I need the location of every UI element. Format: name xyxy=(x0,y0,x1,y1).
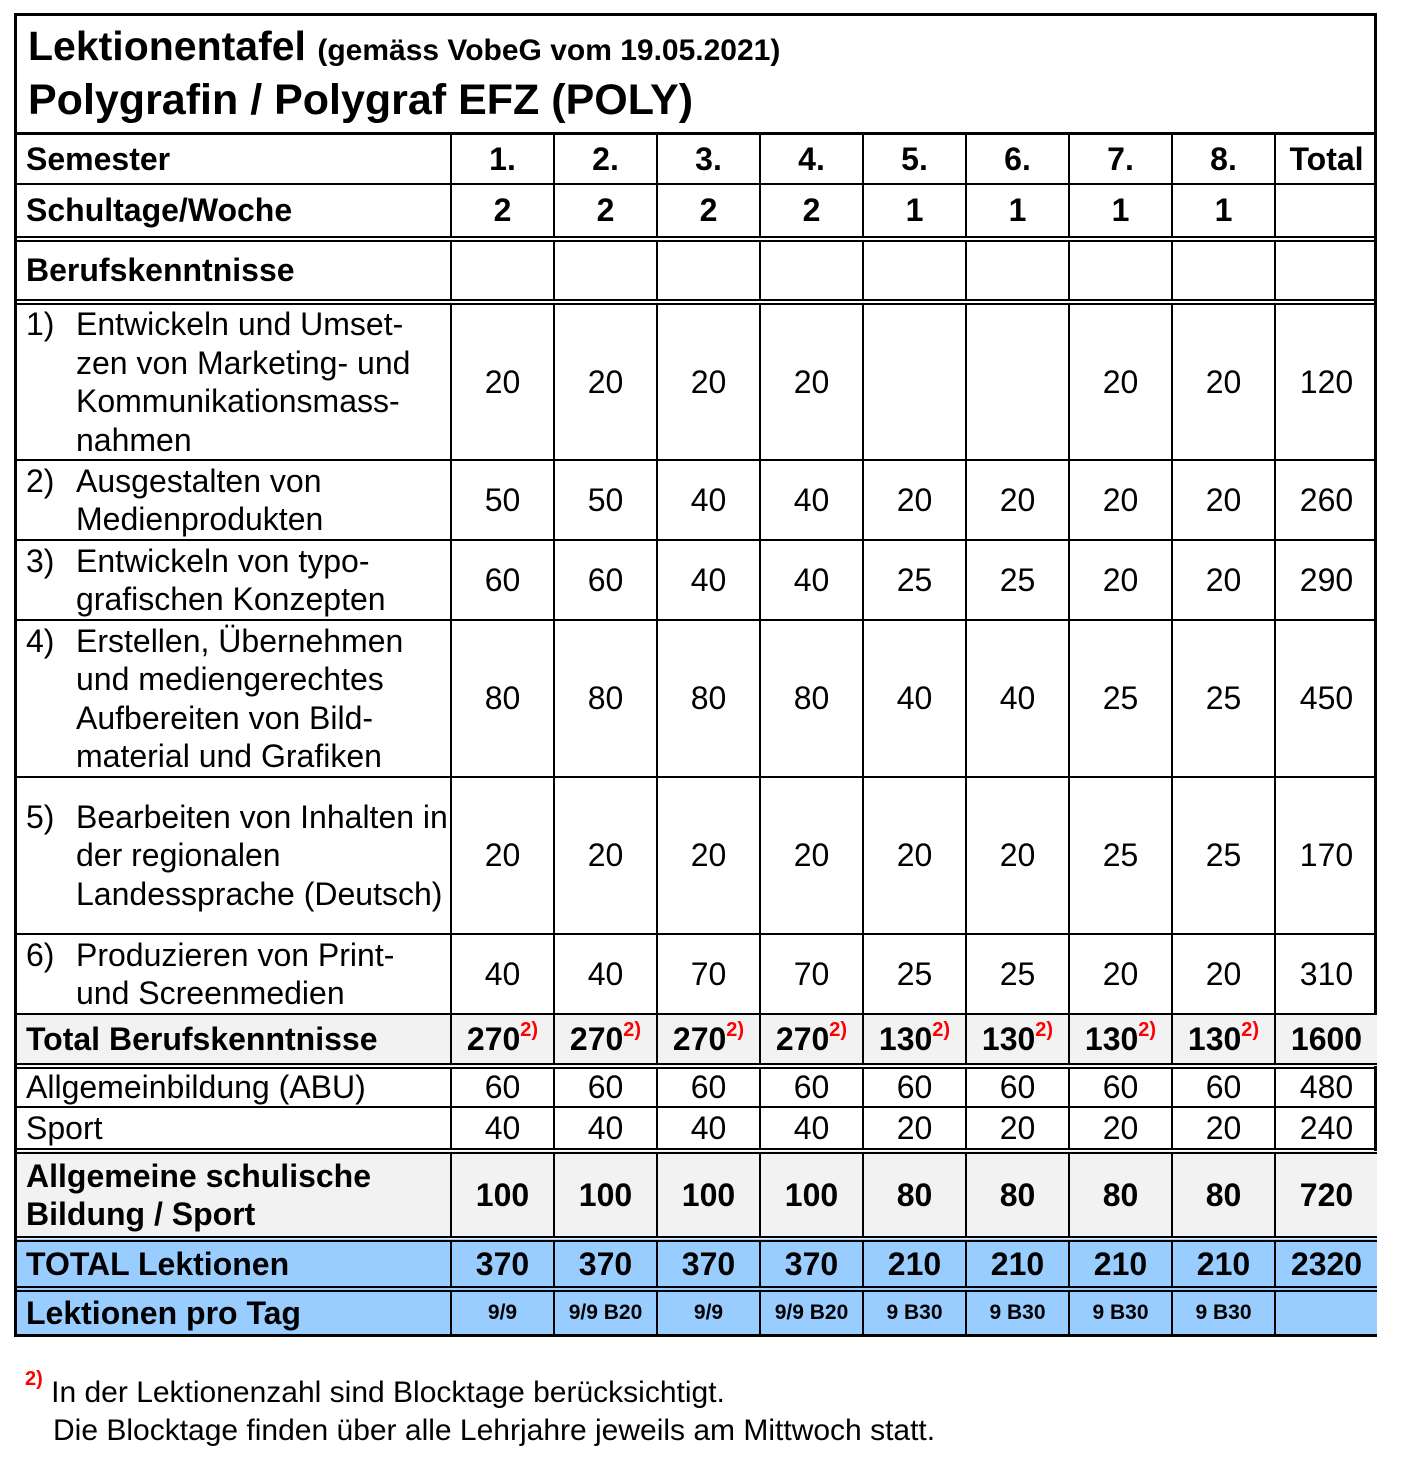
subject-value: 40 xyxy=(657,540,760,620)
subject-total: 120 xyxy=(1275,302,1377,460)
subject-value: 25 xyxy=(1069,777,1172,934)
subject-item xyxy=(26,936,450,1013)
footnote-reference: 2) xyxy=(932,1018,951,1041)
subject-value: 70 xyxy=(760,934,863,1014)
grand-total-value: 370 xyxy=(657,1239,760,1289)
schooldays-value: 2 xyxy=(451,184,554,239)
total-berufskenntnisse-row xyxy=(17,1014,1377,1066)
subject-value xyxy=(863,302,966,460)
semester-1: 1. xyxy=(451,135,554,184)
subject-label-cell xyxy=(17,302,451,460)
subject-value: 20 xyxy=(1172,540,1275,620)
lessons-per-day-row xyxy=(17,1289,1377,1334)
subject-value: 60 xyxy=(451,540,554,620)
schooldays-value: 2 xyxy=(554,184,657,239)
subject-value: 20 xyxy=(1069,934,1172,1014)
total-berufskenntnisse-total: 1600 xyxy=(1275,1014,1377,1066)
subject-value: 20 xyxy=(554,777,657,934)
general-value: 40 xyxy=(657,1107,760,1151)
subject-value: 40 xyxy=(760,460,863,540)
general-value: 60 xyxy=(451,1066,554,1107)
schooldays-row xyxy=(17,184,1377,239)
section-empty-cell xyxy=(760,239,863,302)
lessons-per-day-value: 9/9 xyxy=(657,1289,760,1334)
subject-item xyxy=(26,798,450,914)
general-total-label-cell xyxy=(17,1151,451,1239)
title-main: Lektionentafel xyxy=(28,23,306,69)
subject-total: 260 xyxy=(1275,460,1377,540)
subject-value: 80 xyxy=(760,620,863,777)
general-value: 60 xyxy=(966,1066,1069,1107)
semester-7: 7. xyxy=(1069,135,1172,184)
subject-row xyxy=(17,934,1377,1014)
semester-8: 8. xyxy=(1172,135,1275,184)
footnote-line-2: Die Blocktage finden über alle Lehrjahre jeweils am Mittwoch statt. xyxy=(53,1414,936,1447)
subject-value: 25 xyxy=(1172,777,1275,934)
general-total-value: 100 xyxy=(554,1151,657,1239)
footnote-reference: 2) xyxy=(829,1018,848,1041)
grand-total-total: 2320 xyxy=(1275,1239,1377,1289)
subject-value: 20 xyxy=(1172,302,1275,460)
general-total-value: 80 xyxy=(1172,1151,1275,1239)
footnote-mark: 2) xyxy=(25,1368,43,1390)
value-text: 130 xyxy=(878,1020,933,1057)
general-value: 20 xyxy=(1172,1107,1275,1151)
subject-number: 2) xyxy=(26,462,55,499)
footnote-reference: 2) xyxy=(520,1018,539,1041)
grand-total-value: 370 xyxy=(760,1239,863,1289)
lesson-table-sheet xyxy=(14,13,1377,1337)
subject-label-cell xyxy=(17,540,451,620)
general-row xyxy=(17,1107,1377,1151)
subject-value: 25 xyxy=(863,934,966,1014)
semester-4: 4. xyxy=(760,135,863,184)
subject-item xyxy=(26,622,450,776)
footnote-reference: 2) xyxy=(1138,1018,1157,1041)
general-value: 60 xyxy=(863,1066,966,1107)
title-block xyxy=(17,16,1374,135)
subject-label: Produzieren von Print- und Screenmedien xyxy=(76,936,395,1011)
value-text: 270 xyxy=(775,1020,830,1057)
subject-label-cell xyxy=(17,460,451,540)
section-empty-cell xyxy=(1275,239,1377,302)
subject-total: 450 xyxy=(1275,620,1377,777)
subject-row xyxy=(17,460,1377,540)
grand-total-value: 370 xyxy=(554,1239,657,1289)
value-text: 130 xyxy=(981,1020,1036,1057)
subject-number: 5) xyxy=(26,798,55,835)
general-value: 60 xyxy=(657,1066,760,1107)
lesson-table xyxy=(17,135,1377,1334)
section-empty-cell xyxy=(966,239,1069,302)
value-text: 270 xyxy=(569,1020,624,1057)
value-text: 130 xyxy=(1187,1020,1242,1057)
semester-2: 2. xyxy=(554,135,657,184)
general-total-value: 100 xyxy=(657,1151,760,1239)
subject-value: 25 xyxy=(966,934,1069,1014)
subject-value: 50 xyxy=(451,460,554,540)
subject-value: 40 xyxy=(657,460,760,540)
footnote xyxy=(25,1368,936,1450)
footnote-reference: 2) xyxy=(623,1018,642,1041)
subject-value: 20 xyxy=(1069,302,1172,460)
semester-header-row xyxy=(17,135,1377,184)
general-value: 60 xyxy=(1172,1066,1275,1107)
subject-item xyxy=(26,462,450,539)
subject-value: 25 xyxy=(1069,620,1172,777)
value-text: 130 xyxy=(1084,1020,1139,1057)
general-total-label-line1: Allgemeine schulische xyxy=(26,1158,372,1194)
lessons-per-day-label: Lektionen pro Tag xyxy=(17,1289,451,1334)
subject-number: 6) xyxy=(26,936,55,973)
subject-label: Bearbeiten von Inhalten in der regionalen Landessprache (Deutsch) xyxy=(76,798,448,912)
lessons-per-day-value: 9/9 B20 xyxy=(760,1289,863,1334)
lessons-per-day-value: 9 B30 xyxy=(966,1289,1069,1334)
grand-total-row xyxy=(17,1239,1377,1289)
total-berufskenntnisse-value xyxy=(760,1014,863,1066)
lessons-per-day-value: 9 B30 xyxy=(863,1289,966,1334)
subject-row xyxy=(17,620,1377,777)
lessons-per-day-value: 9/9 xyxy=(451,1289,554,1334)
profession-title: Polygrafin / Polygraf EFZ (POLY) xyxy=(28,76,694,124)
lessons-per-day-value: 9 B30 xyxy=(1172,1289,1275,1334)
value-text: 270 xyxy=(672,1020,727,1057)
subject-value: 20 xyxy=(451,302,554,460)
total-berufskenntnisse-value xyxy=(1069,1014,1172,1066)
general-value: 40 xyxy=(451,1107,554,1151)
subject-value: 20 xyxy=(451,777,554,934)
subject-item xyxy=(26,542,450,619)
general-value: 40 xyxy=(554,1107,657,1151)
general-total-total: 720 xyxy=(1275,1151,1377,1239)
subject-value: 80 xyxy=(554,620,657,777)
general-total-value: 80 xyxy=(1069,1151,1172,1239)
schooldays-value: 1 xyxy=(1069,184,1172,239)
subject-value: 20 xyxy=(657,302,760,460)
value-text: 270 xyxy=(466,1020,521,1057)
subject-label: Ausgestalten von Medienprodukten xyxy=(76,462,324,537)
subject-value: 80 xyxy=(657,620,760,777)
total-berufskenntnisse-value xyxy=(657,1014,760,1066)
schooldays-value: 2 xyxy=(760,184,863,239)
grand-total-value: 370 xyxy=(451,1239,554,1289)
section-empty-cell xyxy=(554,239,657,302)
lessons-per-day-value: 9/9 B20 xyxy=(554,1289,657,1334)
page-title xyxy=(28,22,1374,75)
general-value: 20 xyxy=(863,1107,966,1151)
section-row xyxy=(17,239,1377,302)
section-empty-cell xyxy=(863,239,966,302)
schooldays-value: 1 xyxy=(966,184,1069,239)
subject-number: 1) xyxy=(26,306,55,342)
subject-value: 40 xyxy=(760,540,863,620)
section-empty-cell xyxy=(1069,239,1172,302)
general-value: 60 xyxy=(760,1066,863,1107)
total-berufskenntnisse-value xyxy=(451,1014,554,1066)
section-label: Berufskenntnisse xyxy=(17,239,451,302)
subject-value: 40 xyxy=(554,934,657,1014)
subject-row xyxy=(17,540,1377,620)
general-total-row xyxy=(17,1151,1377,1239)
semester-6: 6. xyxy=(966,135,1069,184)
footnote-line-1: In der Lektionenzahl sind Blocktage berücksichtigt. xyxy=(51,1376,725,1409)
subject-value: 20 xyxy=(863,460,966,540)
subject-value: 20 xyxy=(1069,460,1172,540)
total-berufskenntnisse-value xyxy=(966,1014,1069,1066)
subject-label: Entwickeln und Umset-zen von Marketing- und Kommunikationsmass-nahmen xyxy=(76,306,411,458)
subject-value: 20 xyxy=(1172,934,1275,1014)
general-value: 20 xyxy=(1069,1107,1172,1151)
subject-item xyxy=(26,305,450,459)
general-label: Allgemeinbildung (ABU) xyxy=(17,1066,451,1107)
subject-value: 70 xyxy=(657,934,760,1014)
general-total: 480 xyxy=(1275,1066,1377,1107)
subject-value: 40 xyxy=(966,620,1069,777)
general-total-value: 100 xyxy=(760,1151,863,1239)
section-empty-cell xyxy=(657,239,760,302)
subject-value: 20 xyxy=(760,302,863,460)
grand-total-value: 210 xyxy=(966,1239,1069,1289)
subject-value: 20 xyxy=(1069,540,1172,620)
subject-value: 25 xyxy=(863,540,966,620)
schooldays-value: 1 xyxy=(863,184,966,239)
subject-label-cell xyxy=(17,934,451,1014)
general-row xyxy=(17,1066,1377,1107)
subject-row xyxy=(17,302,1377,460)
subject-value: 20 xyxy=(657,777,760,934)
section-empty-cell xyxy=(1172,239,1275,302)
grand-total-label: TOTAL Lektionen xyxy=(17,1239,451,1289)
footnote-reference: 2) xyxy=(726,1018,745,1041)
lessons-per-day-total xyxy=(1275,1289,1377,1334)
subject-value: 20 xyxy=(760,777,863,934)
subject-total: 290 xyxy=(1275,540,1377,620)
schooldays-value: 2 xyxy=(657,184,760,239)
subject-label: Entwickeln von typo-grafischen Konzepten xyxy=(76,542,386,617)
total-berufskenntnisse-value xyxy=(1172,1014,1275,1066)
subject-value: 20 xyxy=(966,777,1069,934)
subject-row xyxy=(17,777,1377,934)
subject-value xyxy=(966,302,1069,460)
subject-total: 310 xyxy=(1275,934,1377,1014)
general-value: 40 xyxy=(760,1107,863,1151)
subject-label: Erstellen, Übernehmen und mediengerechtes Aufbereiten von Bild-material und Grafiken xyxy=(76,622,404,774)
general-value: 20 xyxy=(966,1107,1069,1151)
subject-number: 3) xyxy=(26,542,55,579)
schooldays-label: Schultage/Woche xyxy=(17,184,451,239)
general-total-value: 100 xyxy=(451,1151,554,1239)
subject-total: 170 xyxy=(1275,777,1377,934)
general-total-value: 80 xyxy=(863,1151,966,1239)
semester-5: 5. xyxy=(863,135,966,184)
general-total: 240 xyxy=(1275,1107,1377,1151)
grand-total-value: 210 xyxy=(1172,1239,1275,1289)
general-label: Sport xyxy=(17,1107,451,1151)
general-total-value: 80 xyxy=(966,1151,1069,1239)
subject-value: 25 xyxy=(1172,620,1275,777)
subject-label-cell xyxy=(17,620,451,777)
total-berufskenntnisse-value xyxy=(863,1014,966,1066)
subject-value: 20 xyxy=(966,460,1069,540)
schooldays-value: 1 xyxy=(1172,184,1275,239)
semester-label: Semester xyxy=(17,135,451,184)
subject-value: 25 xyxy=(966,540,1069,620)
semester-3: 3. xyxy=(657,135,760,184)
subject-value: 60 xyxy=(554,540,657,620)
section-empty-cell xyxy=(451,239,554,302)
grand-total-value: 210 xyxy=(1069,1239,1172,1289)
subject-value: 20 xyxy=(1172,460,1275,540)
subject-label-cell xyxy=(17,777,451,934)
subject-value: 40 xyxy=(451,934,554,1014)
total-berufskenntnisse-value xyxy=(554,1014,657,1066)
schooldays-total xyxy=(1275,184,1377,239)
general-total-label-line2: Bildung / Sport xyxy=(26,1196,256,1232)
general-value: 60 xyxy=(554,1066,657,1107)
subject-value: 20 xyxy=(554,302,657,460)
lessons-per-day-value: 9 B30 xyxy=(1069,1289,1172,1334)
subject-value: 50 xyxy=(554,460,657,540)
grand-total-value: 210 xyxy=(863,1239,966,1289)
total-header: Total xyxy=(1275,135,1377,184)
general-value: 60 xyxy=(1069,1066,1172,1107)
subject-number: 4) xyxy=(26,622,55,659)
subject-value: 20 xyxy=(863,777,966,934)
subject-value: 80 xyxy=(451,620,554,777)
footnote-reference: 2) xyxy=(1035,1018,1054,1041)
title-subtitle: (gemäss VobeG vom 19.05.2021) xyxy=(317,34,781,67)
subject-value: 40 xyxy=(863,620,966,777)
footnote-reference: 2) xyxy=(1241,1018,1260,1041)
total-berufskenntnisse-label: Total Berufskenntnisse xyxy=(17,1014,451,1066)
